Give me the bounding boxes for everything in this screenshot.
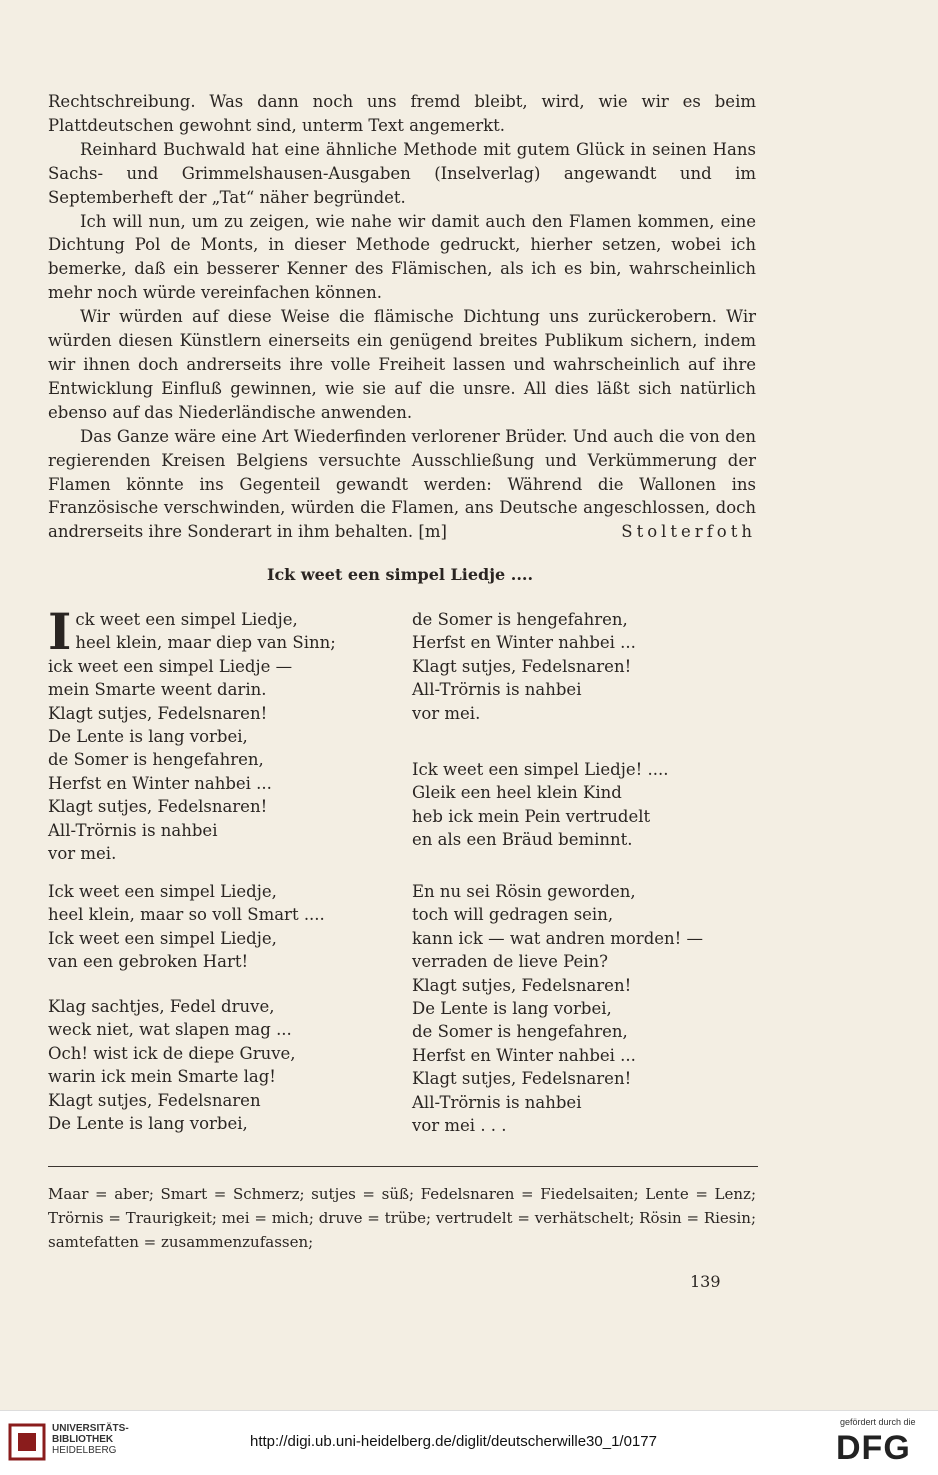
signature: Stolterfoth [621, 522, 756, 541]
poem-line: heel klein, maar so voll Smart .... [48, 905, 325, 925]
poem-line: vor mei . . . [412, 1116, 507, 1136]
poem-line: Ick weet een simpel Liedje! .... [412, 760, 669, 779]
poem-line: Herfst en Winter nahbei ... [412, 1045, 636, 1065]
prose-block [48, 90, 756, 544]
poem-line: All-Trörnis is nahbei [412, 680, 582, 700]
poem-title: Ick weet een simpel Liedje .... [266, 565, 534, 584]
poem-line: Klagt sutjes, Fedelsnaren! [48, 797, 268, 817]
poem-line: En nu sei Rösin geworden, [412, 882, 636, 901]
poem-line: Herfst en Winter nahbei ... [412, 633, 636, 653]
poem-line: All-Trörnis is nahbei [48, 820, 218, 840]
paragraph: Ich will nun, um zu zeigen, wie nahe wir damit auch den Flamen kommen, eine Dichtung Pol de Monts, in dieser Methode gedruckt, hierher setzen, wobei ich bemerke, daß ein besserer Kenner des Flämischen, als ich es bin, wahrscheinlich mehr noch würde vereinfachen können. [48, 211, 756, 303]
poem-column-right-2 [412, 758, 668, 852]
library-name [52, 1423, 129, 1456]
source-url-link[interactable]: http://digi.ub.uni-heidelberg.de/diglit/deutscherwille30_1/0177 [250, 1433, 657, 1450]
paragraph: Wir würden auf diese Weise die flämische Dichtung uns zurückerobern. Wir würden diesen Künstlern einerseits ein genügend breites Publikum sichern, indem wir ihnen doch andrerseits ihre volle Freiheit lassen und wahrscheinlich auf ihre Entwicklung Einfluß gewinnen, wie sie auf die unsre. All dies läßt sich natürlich ebenso auf das Niederländische anwenden. [48, 307, 756, 422]
poem-column-right-1 [412, 608, 636, 725]
poem-line: Klagt sutjes, Fedelsnaren! [412, 975, 632, 995]
poem-line: De Lente is lang vorbei, [412, 999, 612, 1019]
funder-logo: DFG [836, 1429, 911, 1467]
poem-line: vor mei. [412, 703, 481, 723]
funder-label: gefördert durch die [840, 1417, 916, 1427]
poem-line: Klagt sutjes, Fedelsnaren! [412, 656, 632, 676]
poem-line: vor mei. [48, 844, 117, 864]
poem-column-left-1 [48, 602, 336, 865]
poem-column-right-3 [412, 880, 703, 1137]
poem-line: heel klein, maar diep van Sinn; [75, 633, 336, 653]
poem-line: mein Smarte weent darin. [48, 680, 267, 700]
poem-line: ick weet een simpel Liedje — [48, 656, 293, 676]
poem-line: heb ick mein Pein vertrudelt [412, 806, 651, 826]
drop-cap: I [48, 602, 72, 661]
poem-line: van een gebroken Hart! [48, 952, 249, 972]
poem-line: warin ick mein Smarte lag! [48, 1067, 276, 1087]
paragraph: Das Ganze wäre eine Art Wiederfinden verlorener Brüder. Und auch die von den regierenden Kreisen Belgiens versuchte Ausschließung und Verkümmerung der Flamen könnte ins Gegenteil gewandt werden: Während die Wallonen ins Französische verschwinden, würden die Flamen, ans Deutsche angeschlossen, doch andrerseits ihre Sonderart in ihm behalten. [m] [48, 426, 756, 542]
poem-line: Ick weet een simpel Liedje, [48, 882, 277, 901]
poem-line: ck weet een simpel Liedje, [75, 610, 298, 629]
poem-line: Klagt sutjes, Fedelsnaren! [412, 1069, 632, 1089]
poem-line: Gleik een heel klein Kind [412, 783, 622, 803]
footer-bar [0, 1410, 938, 1475]
poem-line: Klagt sutjes, Fedelsnaren [48, 1090, 261, 1110]
poem-line: verraden de lieve Pein? [412, 952, 608, 972]
poem-line: Klag sachtjes, Fedel druve, [48, 997, 275, 1016]
library-logo-icon [8, 1423, 46, 1461]
poem-line: De Lente is lang vorbei, [48, 1114, 248, 1134]
poem-line: weck niet, wat slapen mag ... [48, 1020, 292, 1040]
paragraph: Rechtschreibung. Was dann noch uns fremd bleibt, wird, wie wir es beim Plattdeutschen gewohnt sind, unterm Text angemerkt. [48, 92, 756, 135]
poem-line: Klagt sutjes, Fedelsnaren! [48, 703, 268, 723]
glossary-footnote: Maar = aber; Smart = Schmerz; sutjes = süß; Fedelsnaren = Fiedelsaiten; Lente = Lenz; Trörnis = Traurigkeit; mei = mich; druve = trübe; vertrudelt = verhätschelt; Rösin = Riesin; samtefatten = zusammenzufassen; [48, 1185, 756, 1251]
library-name-line: HEIDELBERG [52, 1445, 117, 1456]
poem-column-left-2 [48, 880, 325, 974]
poem-line: de Somer is hengefahren, [412, 1022, 628, 1042]
poem-line: en als een Bräud beminnt. [412, 830, 633, 850]
poem-line: toch will gedragen sein, [412, 905, 614, 925]
poem-line: kann ick — wat andren morden! — [412, 928, 704, 948]
poem-line: All-Trörnis is nahbei [412, 1092, 582, 1112]
poem-line: Ick weet een simpel Liedje, [48, 928, 277, 948]
poem-column-left-3 [48, 995, 296, 1135]
footnote-divider [48, 1166, 758, 1167]
poem-line: Herfst en Winter nahbei ... [48, 773, 272, 793]
paragraph: Reinhard Buchwald hat eine ähnliche Methode mit gutem Glück in seinen Hans Sachs- und Grimmelshausen-Ausgaben (Inselverlag) angewandt und im Septemberheft der „Tat“ näher begründet. [48, 139, 756, 207]
poem-line: de Somer is hengefahren, [48, 750, 264, 770]
library-name-line: UNIVERSITÄTS- [52, 1423, 129, 1434]
poem-line: De Lente is lang vorbei, [48, 727, 248, 747]
poem-line: de Somer is hengefahren, [412, 610, 628, 629]
poem-line: Och! wist ick de diepe Gruve, [48, 1043, 296, 1063]
library-name-line: BIBLIOTHEK [52, 1434, 114, 1445]
page-number: 139 [690, 1272, 721, 1291]
